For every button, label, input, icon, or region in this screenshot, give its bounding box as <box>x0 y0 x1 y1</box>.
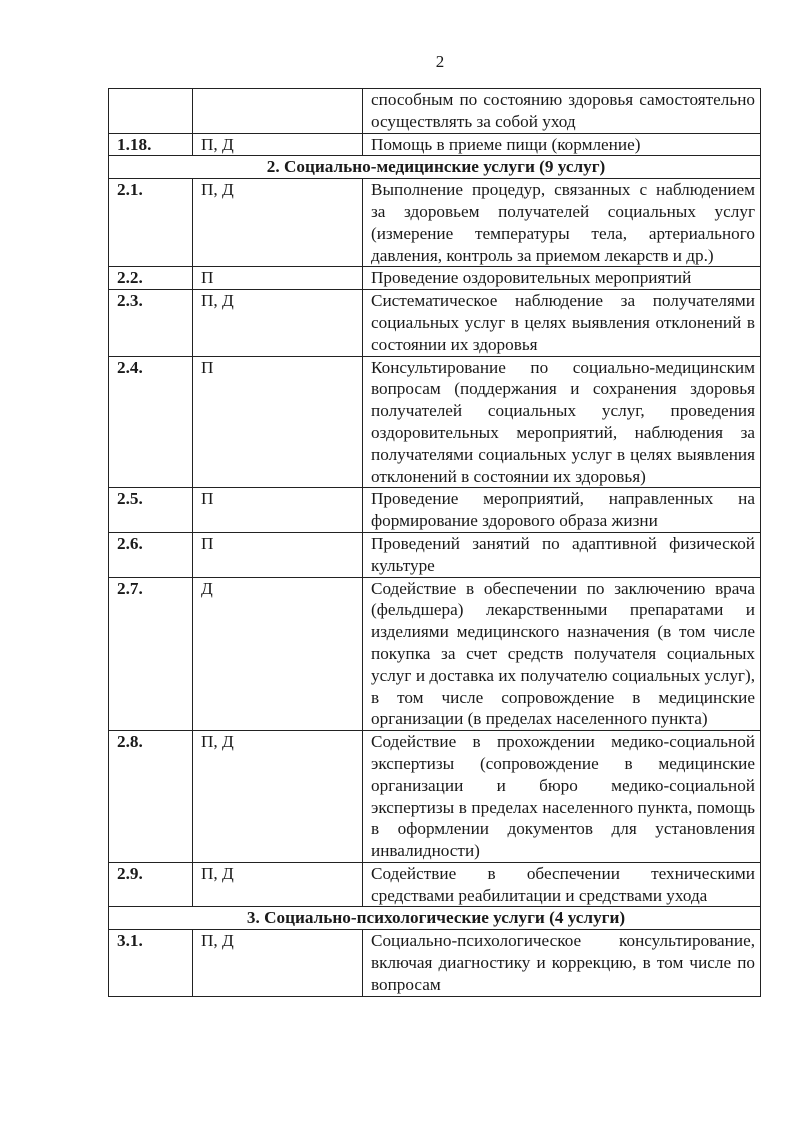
table-row <box>109 862 761 907</box>
page-number: 2 <box>435 52 445 71</box>
service-description: Содействие в обеспечении техническими средствами реабилитации и средствами ухода <box>363 862 761 907</box>
service-description: Содействие в обеспечении по заключению врача (фельдшера) лекарственными препаратами и изделиями медицинского назначения (в том числе покупка за счет средств получателя социальных услуг и доставка их получателю социальных услуг), в том числе сопровождение в медицинские организации (в пределах населенного пункта) <box>363 577 761 731</box>
service-number <box>109 89 193 134</box>
service-description: Проведение мероприятий, направленных на формирование здорового образа жизни <box>363 488 761 533</box>
table-row <box>109 930 761 996</box>
service-form: П, Д <box>193 133 363 156</box>
service-form: П, Д <box>193 862 363 907</box>
table-row <box>109 290 761 356</box>
service-form: Д <box>193 577 363 731</box>
section-heading-row <box>109 907 761 930</box>
service-description: Социально-психологическое консультирование, включая диагностику и коррекцию, в том числе по вопросам <box>363 930 761 996</box>
service-number: 2.3. <box>109 290 193 356</box>
service-number: 3.1. <box>109 930 193 996</box>
service-number: 2.5. <box>109 488 193 533</box>
service-description: Содействие в прохождении медико-социальной экспертизы (сопровождение в медицинские организации и бюро медико-социальной экспертизы в пределах населенного пункта, помощь в оформлении документов для установления инвалидности) <box>363 731 761 863</box>
table-row <box>109 89 761 134</box>
table-row <box>109 267 761 290</box>
service-form: П <box>193 267 363 290</box>
service-description: Систематическое наблюдение за получателями социальных услуг в целях выявления отклонений в состоянии их здоровья <box>363 290 761 356</box>
service-description: Помощь в приеме пищи (кормление) <box>363 133 761 156</box>
service-form: П, Д <box>193 179 363 267</box>
table-row <box>109 532 761 577</box>
service-form: П <box>193 532 363 577</box>
service-form: П, Д <box>193 290 363 356</box>
table-row <box>109 731 761 863</box>
services-table <box>108 88 761 997</box>
section-heading: 3. Социально-психологические услуги (4 услуги) <box>109 907 761 930</box>
service-number: 2.4. <box>109 356 193 488</box>
service-description: способным по состоянию здоровья самостоятельно осуществлять за собой уход <box>363 89 761 134</box>
service-form: П <box>193 488 363 533</box>
section-heading-row <box>109 156 761 179</box>
service-description: Выполнение процедур, связанных с наблюдением за здоровьем получателей социальных услуг (измерение температуры тела, артериального давления, контроль за приемом лекарств и др.) <box>363 179 761 267</box>
service-number: 2.1. <box>109 179 193 267</box>
service-number: 2.6. <box>109 532 193 577</box>
table-row <box>109 133 761 156</box>
service-number: 1.18. <box>109 133 193 156</box>
service-number: 2.8. <box>109 731 193 863</box>
table-row <box>109 179 761 267</box>
service-description: Консультирование по социально-медицинским вопросам (поддержания и сохранения здоровья получателей социальных услуг, проведения оздоровительных мероприятий, наблюдения за получателями социальных услуг в целях выявления отклонений в состоянии их здоровья) <box>363 356 761 488</box>
service-number: 2.9. <box>109 862 193 907</box>
service-form <box>193 89 363 134</box>
service-form: П, Д <box>193 930 363 996</box>
table-row <box>109 356 761 488</box>
service-number: 2.2. <box>109 267 193 290</box>
service-description: Проведение оздоровительных мероприятий <box>363 267 761 290</box>
service-description: Проведений занятий по адаптивной физической культуре <box>363 532 761 577</box>
section-heading: 2. Социально-медицинские услуги (9 услуг) <box>109 156 761 179</box>
table-row <box>109 488 761 533</box>
service-number: 2.7. <box>109 577 193 731</box>
service-form: П <box>193 356 363 488</box>
service-form: П, Д <box>193 731 363 863</box>
table-row <box>109 577 761 731</box>
